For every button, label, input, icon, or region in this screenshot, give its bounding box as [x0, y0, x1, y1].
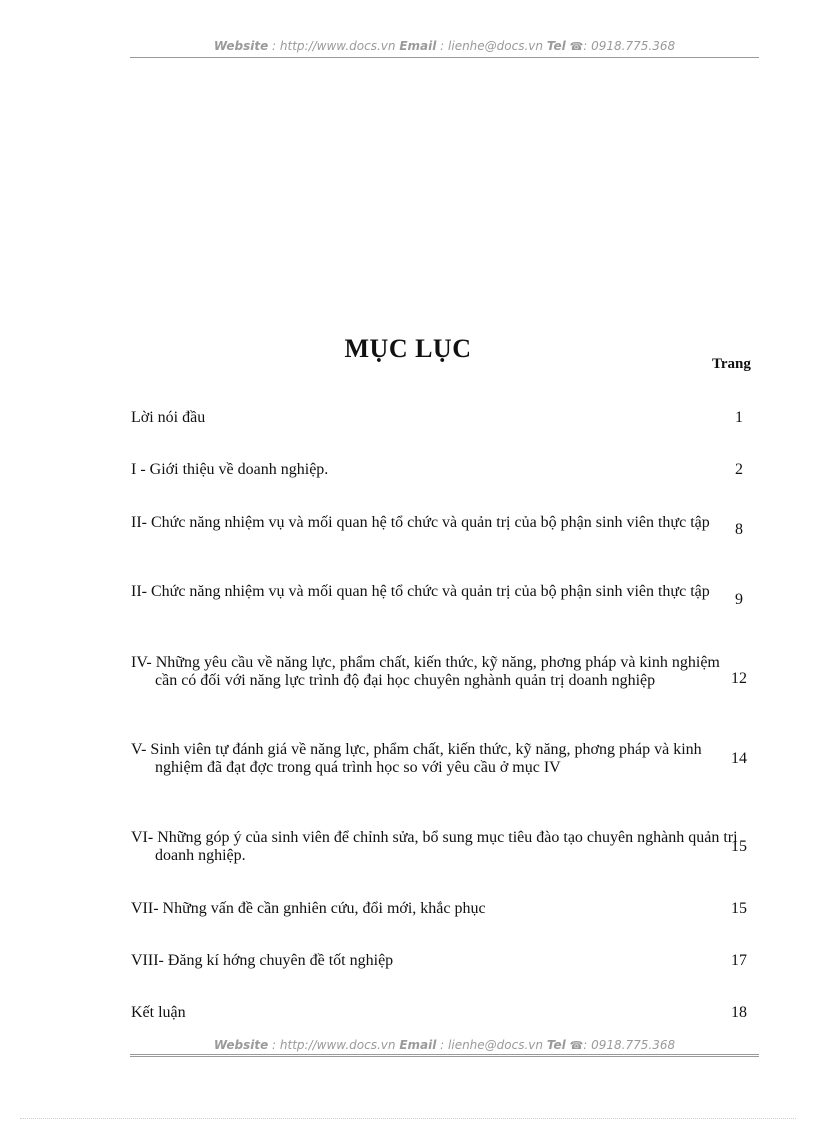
- toc-entry-page: 8: [735, 521, 743, 538]
- header-rule: [130, 57, 759, 58]
- toc-entry-label: II- Chức năng nhiệm vụ và mối quan hệ tổ chức và quản trị của bộ phận sinh viên thực tập: [131, 514, 710, 531]
- toc-entry-page: 12: [731, 670, 747, 687]
- page-bottom-edge: [20, 1118, 796, 1119]
- toc-entry-page: 18: [731, 1004, 747, 1021]
- footer-website-value: : http://www.docs.vn: [272, 1038, 396, 1052]
- header-email-label: Email: [399, 39, 437, 53]
- toc-entry-page: 17: [731, 952, 747, 969]
- toc-entry-page: 1: [735, 409, 743, 426]
- toc-entry-label: V- Sinh viên tự đánh giá về năng lực, phẩm chất, kiến thức, kỹ năng, phơng pháp và kinh nghiệm đã đạt đợc trong quá trình học so với yêu cầu ở mục IV: [131, 741, 702, 776]
- phone-icon: ☎: [569, 1039, 584, 1052]
- toc-entry-label: II- Chức năng nhiệm vụ và mối quan hệ tổ chức và quản trị của bộ phận sinh viên thực tập: [131, 583, 710, 600]
- toc-entry-page: 2: [735, 461, 743, 478]
- toc-entry-page: 9: [735, 591, 743, 608]
- toc-entry-label: VIII- Đăng kí hớng chuyên đề tốt nghiệp: [131, 952, 394, 969]
- page-title: MỤC LỤC: [344, 334, 472, 363]
- header-tel-label: Tel: [546, 39, 566, 53]
- page-column-label: Trang: [712, 356, 751, 372]
- header-tel-value: : 0918.775.368: [583, 39, 676, 53]
- footer-website-label: Website: [213, 1038, 269, 1052]
- toc-entry-page: 15: [731, 838, 747, 855]
- toc-entry-label: Kết luận: [131, 1004, 186, 1021]
- header-email-value: : lienhe@docs.vn: [440, 39, 544, 53]
- header-website-label: Website: [213, 39, 269, 53]
- toc-entry-label: I - Giới thiệu về doanh nghiệp.: [131, 461, 329, 478]
- page-header: [130, 38, 759, 55]
- toc-entry-label: IV- Những yêu cầu về năng lực, phẩm chất, kiến thức, kỹ năng, phơng pháp và kinh nghiệm cần có đối với năng lực trình độ đại học chuyên nghành quản trị doanh nghiệp: [131, 654, 720, 689]
- footer-tel-value: : 0918.775.368: [583, 1038, 676, 1052]
- toc-entry-label: VI- Những góp ý của sinh viên để chỉnh sửa, bổ sung mục tiêu đào tạo chuyên nghành quản trị doanh nghiệp.: [131, 829, 738, 864]
- footer-email-label: Email: [399, 1038, 437, 1052]
- toc-entry-label: VII- Những vấn đề cần gnhiên cứu, đổi mới, khắc phục: [131, 900, 486, 917]
- page-footer: [130, 1037, 759, 1054]
- footer-rule: [130, 1054, 759, 1057]
- phone-icon: ☎: [569, 40, 584, 53]
- header-website-value: : http://www.docs.vn: [272, 39, 396, 53]
- toc-entry-label: Lời nói đầu: [131, 409, 206, 426]
- toc-entry-page: 15: [731, 900, 747, 917]
- footer-email-value: : lienhe@docs.vn: [440, 1038, 544, 1052]
- footer-tel-label: Tel: [546, 1038, 566, 1052]
- toc-entry-page: 14: [731, 750, 747, 767]
